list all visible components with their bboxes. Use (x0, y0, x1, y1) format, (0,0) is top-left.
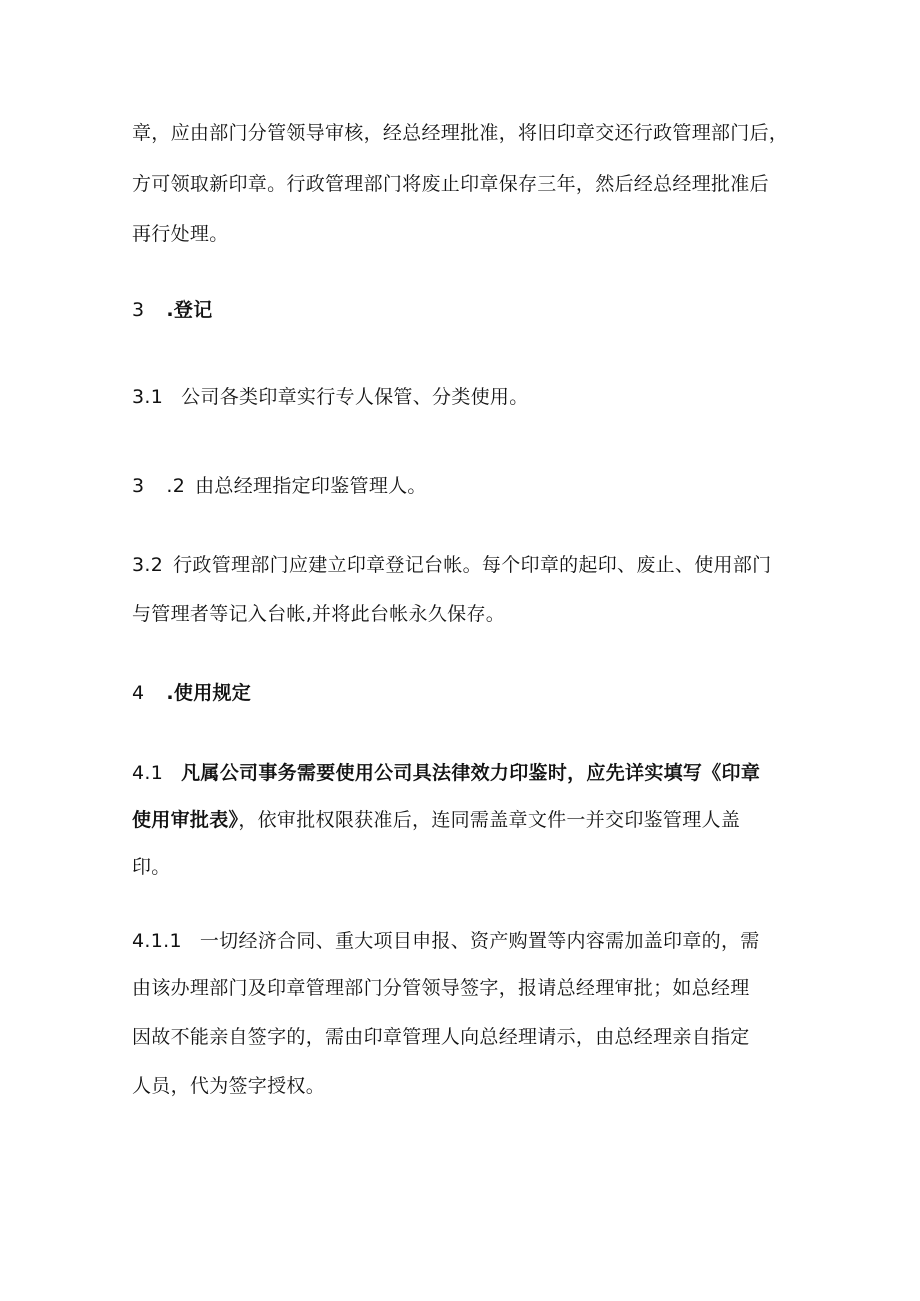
clause-4-1-1-line3: 因故不能亲自签字的，需由印章管理人向总经理请示，由总经理亲自指定 (132, 1026, 750, 1048)
section-heading-4 (132, 680, 832, 706)
clause-3-2-b (132, 552, 832, 578)
paragraph-line: 方可领取新印章。行政管理部门将废止印章保存三年，然后经总经理批准后 (132, 173, 769, 195)
section-number: 3 (132, 299, 145, 321)
clause-4-1-1-line4: 人员，代为签字授权。 (132, 1075, 326, 1097)
clause-3-2-a (132, 473, 832, 499)
clause-text-bold: 使用审批表》 (132, 809, 239, 831)
clause-text: 公司各类印章实行专人保管、分类使用。 (181, 386, 529, 408)
clause-4-1-1-line2: 由该办理部门及印章管理部门分管领导签字，报请总经理审批；如总经理 (132, 977, 750, 999)
section-heading-3 (132, 297, 832, 323)
clause-text: ，依审批权限获准后，连同需盖章文件一并交印鉴管理人盖 (238, 809, 741, 831)
clause-number-part: 3 (132, 475, 145, 497)
clause-text-bold: 凡属公司事务需要使用公司具法律效力印鉴时，应先详实填写《印章 (181, 762, 761, 784)
section-title: .使用规定 (166, 682, 252, 704)
clause-number: 4.1.1 (132, 930, 182, 952)
section-number: 4 (132, 682, 145, 704)
paragraph-line: 再行处理。 (132, 223, 229, 245)
clause-text: 一切经济合同、重大项目申报、资产购置等内容需加盖印章的，需 (199, 930, 760, 952)
clause-number: 3.2 (132, 554, 164, 576)
clause-number: 3.1 (132, 386, 164, 408)
clause-3-1 (132, 384, 832, 410)
clause-4-1 (132, 760, 832, 786)
clause-text: 由总经理指定印鉴管理人。 (195, 475, 427, 497)
clause-text: 行政管理部门应建立印章登记台帐。每个印章的起印、废止、使用部门 (173, 554, 772, 576)
clause-number-part: .2 (166, 475, 186, 497)
section-title: .登记 (166, 299, 213, 321)
clause-3-2-b-line2: 与管理者等记入台帐,并将此台帐永久保存。 (132, 603, 506, 625)
paragraph-line: 章，应由部门分管领导审核，经总经理批准，将旧印章交还行政管理部门后， (132, 122, 789, 144)
clause-4-1-line3: 印。 (132, 856, 171, 878)
clause-number: 4.1 (132, 762, 164, 784)
clause-4-1-line2 (132, 807, 832, 833)
clause-4-1-1 (132, 928, 832, 954)
